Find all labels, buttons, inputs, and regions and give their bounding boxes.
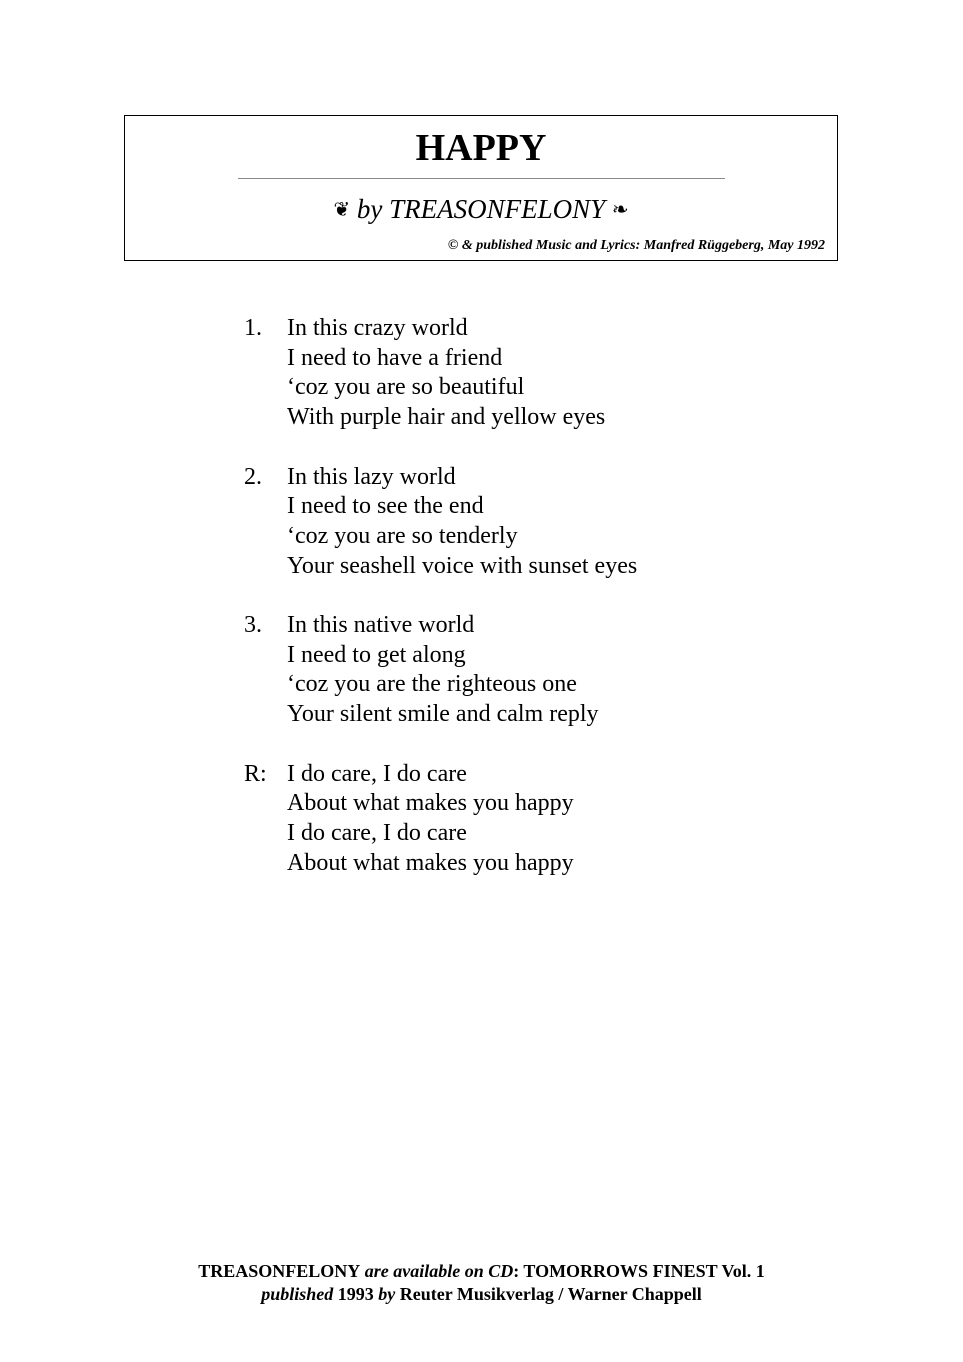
footer-band: TREASONFELONY bbox=[198, 1261, 361, 1281]
lyric-line: ‘coz you are so beautiful bbox=[287, 374, 525, 401]
footer-note bbox=[0, 1260, 963, 1306]
lyric-line: ‘coz you are the righteous one bbox=[287, 671, 577, 698]
byline bbox=[125, 192, 837, 226]
verse-label: 2. bbox=[244, 463, 262, 490]
lyric-line: I do care, I do care bbox=[287, 760, 467, 787]
footer-published: published bbox=[261, 1284, 334, 1304]
lyric-line: Your silent smile and calm reply bbox=[287, 701, 599, 728]
refrain bbox=[244, 760, 804, 879]
lyric-line: About what makes you happy bbox=[287, 849, 574, 876]
lyric-line: In this lazy world bbox=[287, 463, 456, 490]
lyric-line: In this crazy world bbox=[287, 315, 468, 341]
verse bbox=[244, 314, 804, 433]
lyric-line: I need to have a friend bbox=[287, 344, 503, 371]
band-name: TREASONFELONY bbox=[389, 194, 606, 224]
floral-heart-right-icon: ❧ bbox=[611, 197, 629, 221]
verse bbox=[244, 611, 804, 730]
title-box bbox=[124, 115, 838, 261]
lyric-line: I need to get along bbox=[287, 641, 466, 668]
footer-line-2 bbox=[0, 1283, 963, 1306]
footer-line-1 bbox=[0, 1260, 963, 1283]
verse-label: 3. bbox=[244, 612, 262, 638]
lyrics bbox=[244, 314, 804, 908]
verse bbox=[244, 463, 804, 582]
lyric-line: I do care, I do care bbox=[287, 819, 467, 846]
floral-heart-left-icon: ❦ bbox=[333, 197, 351, 221]
verse-label: 1. bbox=[244, 315, 262, 341]
footer-publisher: Reuter Musikverlag / Warner Chappell bbox=[395, 1284, 702, 1304]
lyric-line: With purple hair and yellow eyes bbox=[287, 404, 606, 431]
lyric-line: I need to see the end bbox=[287, 493, 484, 520]
verse-label: R: bbox=[244, 760, 267, 787]
title-divider bbox=[238, 178, 725, 179]
song-title: HAPPY bbox=[415, 127, 547, 169]
lyric-line: In this native world bbox=[287, 612, 475, 638]
footer-year: 1993 bbox=[333, 1284, 379, 1304]
footer-cd-title: : TOMORROWS FINEST Vol. 1 bbox=[513, 1261, 765, 1281]
copyright-notice: © & published Music and Lyrics: Manfred Rüggeberg, May 1992 bbox=[447, 238, 825, 253]
lyric-line: About what makes you happy bbox=[287, 790, 574, 817]
lyric-line: Your seashell voice with sunset eyes bbox=[287, 552, 638, 579]
footer-by: by bbox=[378, 1284, 396, 1304]
byline-prefix: by bbox=[356, 194, 390, 224]
footer-availability: are available on CD bbox=[360, 1261, 514, 1281]
lyric-line: ‘coz you are so tenderly bbox=[287, 522, 518, 549]
